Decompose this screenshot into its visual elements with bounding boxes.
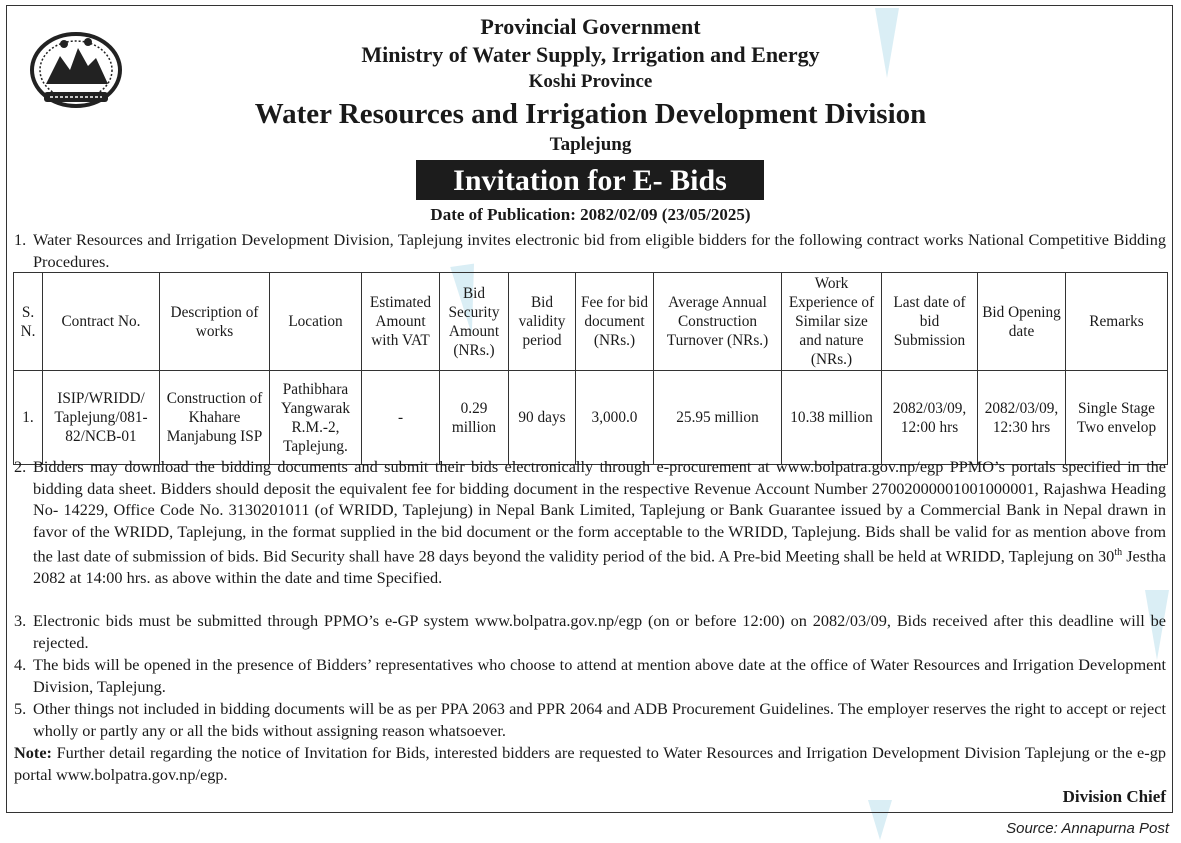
source-credit: Source: Annapurna Post [1006, 820, 1169, 837]
table-header-row [14, 273, 1168, 371]
clause-text: Electronic bids must be submitted through PPMO’s e-GP system www.bolpatra.gov.np/egp (on or before 12:00) on 2082/03/09, Bids received after this deadline will be rejected. [33, 611, 1166, 652]
header-bid-security: Bid Security Amount (NRs.) [440, 273, 509, 371]
header-remarks: Remarks [1066, 273, 1168, 371]
clause-1 [14, 229, 1166, 272]
cell-sn: 1. [14, 371, 43, 465]
header-bid-validity: Bid validity period [509, 273, 576, 371]
clause-3 [14, 610, 1166, 653]
header-fee: Fee for bid document (NRs.) [576, 273, 654, 371]
cell-turnover: 25.95 million [654, 371, 782, 465]
cell-bid-validity: 90 days [509, 371, 576, 465]
publication-date: Date of Publication: 2082/02/09 (23/05/2025) [430, 205, 751, 224]
clause-text-part: Bidders may download the bidding documents and submit their bids electronically through e-procurement at www.bolpatra.gov.np/egp PPMO’s portals specified in the bidding data sheet. Bidders should deposit the equivalent fee for bidding document in the respective Revenue Account Number 27002000001001000001, Rajashwa Heading No- 14229, Office Code No. 3130201011 (of WRIDD, Taplejung) in Nepal Bank Limited, Taplejung or Bank Guarantee issued by a Commercial Bank in Nepal drawn in favor of the WRIDD, Taplejung, in the format supplied in the bid document or the form acceptable to the WRIDD, Taplejung. Bids shall be valid for as mention above from the last date of submission of bids. Bid Security shall have 28 days beyond the validity period of the bid. A Pre-bid Meeting shall be held at WRIDD, Taplejung on 30 [33, 457, 1166, 566]
header-work-experience: Work Experience of Similar size and nature (NRs.) [782, 273, 882, 371]
clause-2 [14, 456, 1166, 589]
header-last-date: Last date of bid Submission [882, 273, 978, 371]
provincial-government-heading: Provincial Government [480, 14, 701, 39]
clause-text [14, 456, 1166, 589]
header-location: Location [270, 273, 362, 371]
invitation-banner: Invitation for E- Bids [416, 160, 764, 200]
clause-number: 2. [14, 457, 27, 476]
note-text: Further detail regarding the notice of Invitation for Bids, interested bidders are requested to Water Resources and Irrigation Development Division Taplejung or the e-gp portal www.bolpatra.gov.np/egp. [14, 743, 1166, 784]
header-sn: S. N. [14, 273, 43, 371]
clause-text-part: Jestha 2082 at 14:00 hrs. as above within the date and time Specified. [33, 546, 1167, 588]
clause-4 [14, 654, 1166, 697]
ordinal-suffix: th [1114, 547, 1123, 559]
header-turnover: Average Annual Construction Turnover (NRs.) [654, 273, 782, 371]
province-heading: Koshi Province [528, 71, 653, 92]
cell-bid-security: 0.29 million [440, 371, 509, 465]
table-row [14, 371, 1168, 465]
contract-table [13, 272, 1168, 465]
cell-last-date: 2082/03/09, 12:00 hrs [882, 371, 978, 465]
clause-text: Other things not included in bidding documents will be as per PPA 2063 and PPR 2064 and ADB Procurement Guidelines. The employer reserves the right to accept or reject wholly or partly any or all the bids without assigning reason whatsoever. [33, 699, 1166, 740]
note-paragraph [14, 742, 1166, 785]
location-heading: Taplejung [549, 134, 632, 155]
clause-number: 5. [14, 699, 27, 718]
header-opening-date: Bid Opening date [978, 273, 1066, 371]
clause-text: Water Resources and Irrigation Development Division, Taplejung invites electronic bid from eligible bidders for the following contract works National Competitive Bidding Procedures. [33, 230, 1166, 271]
cell-contract-no: ISIP/WRIDD/ Taplejung/081-82/NCB-01 [43, 371, 160, 465]
signature-title: Division Chief [1062, 787, 1166, 806]
cell-estimated-amount: - [362, 371, 440, 465]
cell-description: Construction of Khahare Manjabung ISP [160, 371, 270, 465]
cell-remarks: Single Stage Two envelop [1066, 371, 1168, 465]
note-label: Note: [14, 743, 52, 762]
ministry-heading: Ministry of Water Supply, Irrigation and Energy [361, 42, 820, 67]
cell-work-experience: 10.38 million [782, 371, 882, 465]
clause-5 [14, 698, 1166, 741]
header-contract-no: Contract No. [43, 273, 160, 371]
clause-number: 4. [14, 655, 27, 674]
clause-text: The bids will be opened in the presence of Bidders’ representatives who choose to attend at mention above date at the office of Water Resources and Irrigation Development Division, Taplejung. [33, 655, 1166, 696]
header-description: Description of works [160, 273, 270, 371]
clause-number: 1. [14, 230, 27, 249]
cell-opening-date: 2082/03/09, 12:30 hrs [978, 371, 1066, 465]
header-estimated-amount: Estimated Amount with VAT [362, 273, 440, 371]
division-heading: Water Resources and Irrigation Development Division [254, 98, 927, 130]
cell-location: Pathibhara Yangwarak R.M.-2, Taplejung. [270, 371, 362, 465]
cell-fee: 3,000.0 [576, 371, 654, 465]
clause-number: 3. [14, 611, 27, 630]
